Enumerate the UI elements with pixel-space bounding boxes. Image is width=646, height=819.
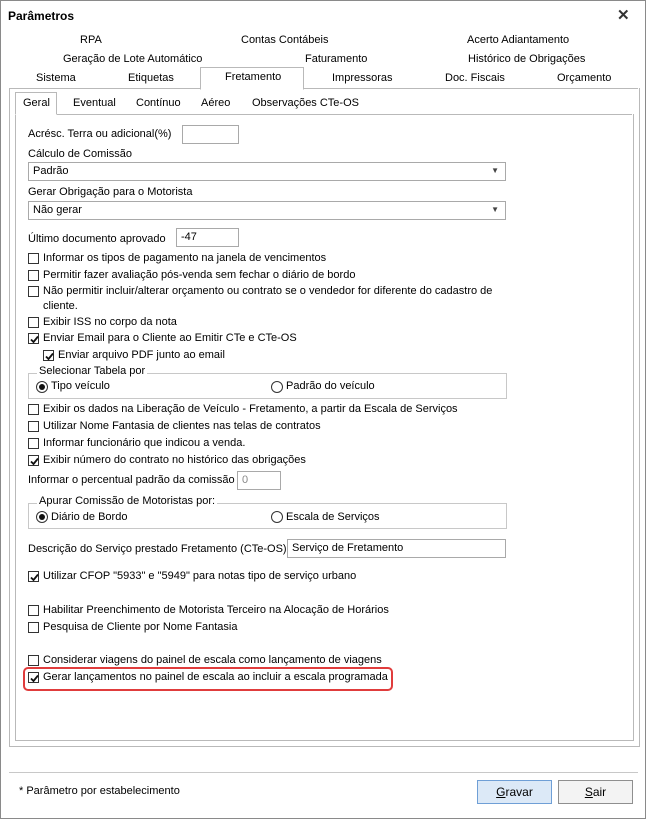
- radio-diario-bordo[interactable]: [36, 511, 48, 523]
- tab-etiquetas[interactable]: Etiquetas: [128, 72, 174, 84]
- radio-dot: [39, 384, 45, 390]
- label-pesquisa-cliente: Pesquisa de Cliente por Nome Fantasia: [43, 621, 238, 633]
- subtab-continuo[interactable]: Contínuo: [136, 97, 181, 109]
- calculo-select[interactable]: [28, 162, 506, 181]
- radio-dot: [39, 514, 45, 520]
- tab-geracao-lote[interactable]: Geração de Lote Automático: [63, 53, 203, 65]
- tab-faturamento[interactable]: Faturamento: [305, 53, 368, 65]
- label-escala-servicos: Escala de Serviços: [286, 511, 380, 523]
- check-enviar-email[interactable]: [28, 333, 39, 344]
- subtab-observacoes[interactable]: Observações CTe-OS: [252, 97, 359, 109]
- checkmark-icon: [29, 673, 40, 684]
- gravar-mnemonic: G: [496, 785, 506, 799]
- check-avaliacao-pos-venda[interactable]: [28, 270, 39, 281]
- label-nao-permitir: Não permitir incluir/alterar orçamento ou contrato se o vendedor for diferente do cadastro de: [43, 285, 493, 297]
- radio-padrao-veiculo[interactable]: [271, 381, 283, 393]
- close-icon[interactable]: ✕: [617, 7, 630, 24]
- tab-sistema[interactable]: Sistema: [36, 72, 76, 84]
- check-enviar-pdf[interactable]: [43, 350, 54, 361]
- tab-impressoras[interactable]: Impressoras: [332, 72, 393, 84]
- check-numero-contrato[interactable]: [28, 455, 39, 466]
- acresc-input[interactable]: [182, 125, 239, 144]
- comissao-group-title: Apurar Comissão de Motoristas por:: [39, 495, 216, 507]
- sair-mnemonic: S: [584, 785, 593, 799]
- subtab-geral[interactable]: Geral: [23, 97, 50, 109]
- label-padrao-veiculo: Padrão do veículo: [286, 380, 375, 392]
- checkmark-icon: [29, 456, 40, 467]
- subtab-aereo[interactable]: Aéreo: [201, 97, 231, 109]
- gerar-obrig-value: Não gerar: [33, 204, 82, 216]
- tab-historico-obrigacoes[interactable]: Histórico de Obrigações: [468, 53, 586, 65]
- label-enviar-pdf: Enviar arquivo PDF junto ao email: [58, 349, 225, 361]
- gravar-label: ravar: [505, 785, 533, 799]
- calculo-label: Cálculo de Comissão: [28, 148, 132, 160]
- gerar-obrig-label: Gerar Obrigação para o Motorista: [28, 186, 193, 198]
- checkmark-icon: [29, 572, 40, 583]
- label-exibir-liberacao: Exibir os dados na Liberação de Veículo - Fretamento, a partir da Escala de Serviços: [43, 403, 458, 415]
- tabela-group-title: Selecionar Tabela por: [39, 365, 146, 377]
- label-avaliacao-pos-venda: Permitir fazer avaliação pós-venda sem fechar o diário de bordo: [43, 269, 356, 281]
- radio-escala-servicos[interactable]: [271, 511, 283, 523]
- tab-acerto-adiantamento[interactable]: Acerto Adiantamento: [467, 34, 570, 46]
- label-cfop: Utilizar CFOP "5933" e "5949" para notas tipo de serviço urbano: [43, 570, 357, 582]
- tab-rpa[interactable]: RPA: [80, 34, 102, 46]
- label-diario-bordo: Diário de Bordo: [51, 511, 128, 523]
- label-tipo-veiculo: Tipo veículo: [51, 380, 110, 392]
- chevron-down-icon: ▼: [491, 205, 499, 214]
- calculo-value: Padrão: [33, 165, 69, 177]
- ultimo-doc-label: Último documento aprovado: [28, 233, 166, 245]
- gerar-obrig-select[interactable]: [28, 201, 506, 220]
- sair-label: air: [592, 785, 607, 799]
- subtab-eventual[interactable]: Eventual: [73, 97, 116, 109]
- label-exibir-iss: Exibir ISS no corpo da nota: [43, 316, 177, 328]
- label-motorista-terceiro: Habilitar Preenchimento de Motorista Terceiro na Alocação de Horários: [43, 604, 389, 616]
- percentual-label: Informar o percentual padrão da comissão: [28, 474, 235, 486]
- check-considerar-viagens[interactable]: [28, 655, 39, 666]
- tab-orcamento[interactable]: Orçamento: [557, 72, 612, 84]
- descricao-input[interactable]: Serviço de Fretamento: [287, 539, 506, 558]
- gravar-button[interactable]: [477, 780, 552, 804]
- label-considerar-viagens: Considerar viagens do painel de escala como lançamento de viagens: [43, 654, 382, 666]
- sair-button[interactable]: [558, 780, 633, 804]
- label-tipos-pagamento: Informar os tipos de pagamento na janela de vencimentos: [43, 252, 327, 264]
- checkmark-icon: [44, 351, 55, 362]
- radio-tipo-veiculo[interactable]: [36, 381, 48, 393]
- check-cfop[interactable]: [28, 571, 39, 582]
- descricao-label: Descrição do Serviço prestado Fretamento (CTe-OS): [28, 543, 287, 555]
- check-nome-fantasia[interactable]: [28, 421, 39, 432]
- label-funcionario-indicou: Informar funcionário que indicou a venda.: [43, 437, 246, 449]
- window-title: Parâmetros: [8, 9, 75, 23]
- chevron-down-icon: ▼: [491, 166, 499, 175]
- percentual-input[interactable]: 0: [237, 471, 281, 490]
- label-numero-contrato: Exibir número do contrato no histórico das obrigações: [43, 454, 306, 466]
- check-nao-permitir[interactable]: [28, 286, 39, 297]
- tab-contas-contabeis[interactable]: Contas Contábeis: [241, 34, 329, 46]
- check-tipos-pagamento[interactable]: [28, 253, 39, 264]
- check-exibir-iss[interactable]: [28, 317, 39, 328]
- check-pesquisa-cliente[interactable]: [28, 622, 39, 633]
- label-gerar-lancamentos: Gerar lançamentos no painel de escala ao incluir a escala programada: [43, 671, 388, 683]
- label-enviar-email: Enviar Email para o Cliente ao Emitir CTe e CTe-OS: [43, 332, 297, 344]
- label-nao-permitir-cont: cliente.: [43, 300, 78, 312]
- tab-fretamento[interactable]: Fretamento: [225, 71, 282, 83]
- ultimo-doc-input[interactable]: -47: [176, 228, 239, 247]
- check-exibir-liberacao[interactable]: [28, 404, 39, 415]
- checkmark-icon: [29, 334, 40, 345]
- check-gerar-lancamentos[interactable]: [28, 672, 39, 683]
- footer-divider: [9, 772, 638, 773]
- check-motorista-terceiro[interactable]: [28, 605, 39, 616]
- check-funcionario-indicou[interactable]: [28, 438, 39, 449]
- footer-note: * Parâmetro por estabelecimento: [19, 785, 180, 797]
- tab-doc-fiscais[interactable]: Doc. Fiscais: [445, 72, 505, 84]
- label-nome-fantasia: Utilizar Nome Fantasia de clientes nas telas de contratos: [43, 420, 321, 432]
- acresc-label: Acrésc. Terra ou adicional(%): [28, 128, 172, 140]
